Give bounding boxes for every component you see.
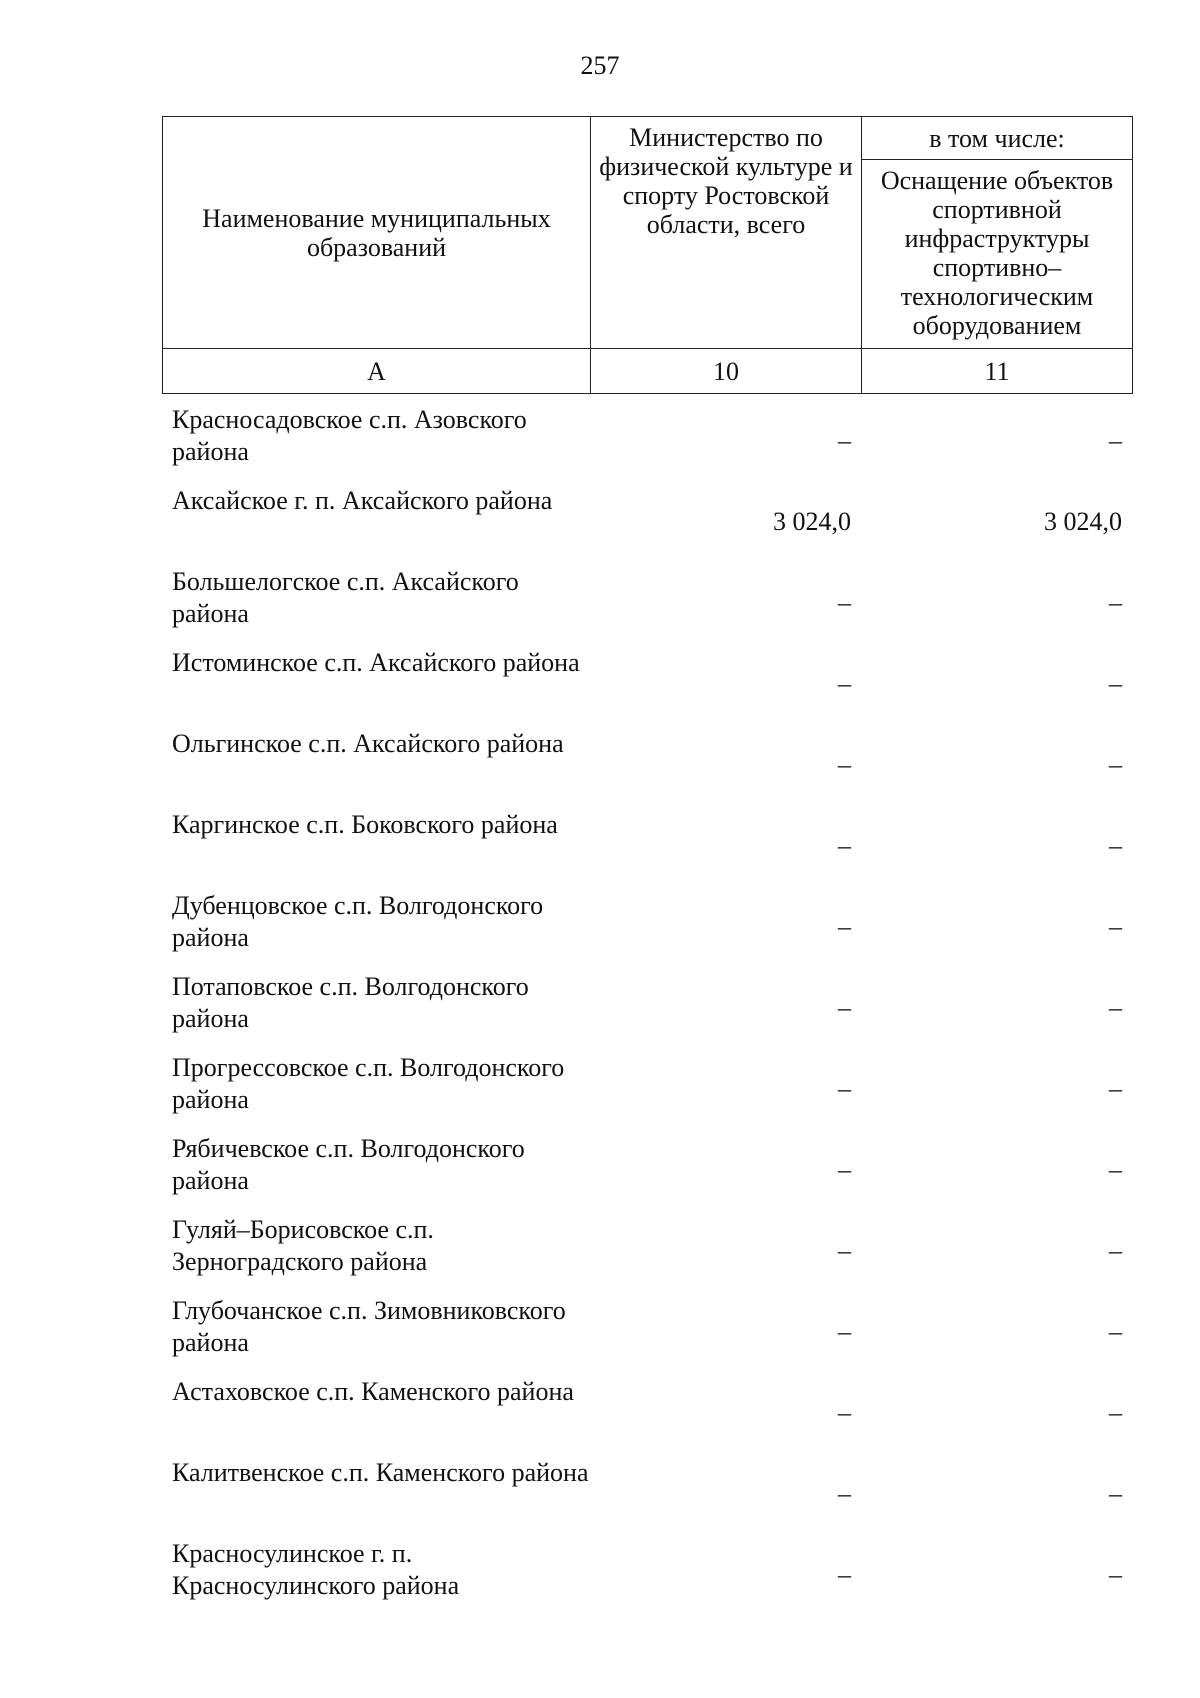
ministry-total-cell: – xyxy=(838,992,851,1022)
table-row xyxy=(162,1453,1132,1534)
table-row xyxy=(162,1210,1132,1291)
table-row xyxy=(162,1534,1132,1615)
ministry-total-cell: – xyxy=(838,587,851,617)
equipment-cell: – xyxy=(1109,1559,1122,1589)
equipment-cell: – xyxy=(1109,830,1122,860)
municipality-name-cell: Рябичевское с.п. Волгодонского района xyxy=(172,1134,525,1195)
ministry-total-cell: – xyxy=(838,1559,851,1589)
table-body xyxy=(162,400,1132,1615)
ministry-total-cell: – xyxy=(838,1154,851,1184)
municipality-name-cell: Калитвенское с.п. Каменского района xyxy=(172,1458,589,1487)
ministry-total-cell: – xyxy=(838,1478,851,1508)
table-row xyxy=(162,400,1132,481)
municipality-name-cell: Аксайское г. п. Аксайского района xyxy=(172,486,553,515)
table-row xyxy=(162,1129,1132,1210)
municipality-name-cell: Каргинское с.п. Боковского района xyxy=(172,810,558,839)
ministry-total-cell: – xyxy=(838,1235,851,1265)
header-equipment: Оснащение объектов спортивной инфраструктуры спортивно–технологическим оборудованием xyxy=(862,160,1133,349)
column-number-11: 11 xyxy=(862,349,1133,394)
table-row xyxy=(162,886,1132,967)
equipment-cell: 3 024,0 xyxy=(1044,506,1122,536)
municipality-name-cell: Истоминское с.п. Аксайского района xyxy=(172,648,580,677)
ministry-total-cell: – xyxy=(838,1316,851,1346)
table-header xyxy=(162,116,1133,394)
equipment-cell: – xyxy=(1109,587,1122,617)
ministry-total-cell: – xyxy=(838,668,851,698)
municipality-name-cell: Большелогское с.п. Аксайского района xyxy=(172,567,519,628)
header-ministry-total: Министерство по физической культуре и спорту Ростовской области, всего xyxy=(591,117,862,349)
equipment-cell: – xyxy=(1109,1478,1122,1508)
table-row xyxy=(162,1291,1132,1372)
equipment-cell: – xyxy=(1109,1235,1122,1265)
equipment-cell: – xyxy=(1109,1154,1122,1184)
equipment-cell: – xyxy=(1109,992,1122,1022)
table-row xyxy=(162,1372,1132,1453)
ministry-total-cell: – xyxy=(838,425,851,455)
table-row xyxy=(162,1048,1132,1129)
data-table xyxy=(162,400,1132,1615)
ministry-total-cell: – xyxy=(838,1397,851,1427)
ministry-total-cell: – xyxy=(838,911,851,941)
equipment-cell: – xyxy=(1109,1316,1122,1346)
table-row xyxy=(162,724,1132,805)
municipality-name-cell: Прогрессовское с.п. Волгодонского района xyxy=(172,1053,565,1114)
equipment-cell: – xyxy=(1109,668,1122,698)
municipality-name-cell: Глубочанское с.п. Зимовниковского района xyxy=(172,1296,566,1357)
ministry-total-cell: – xyxy=(838,1073,851,1103)
column-number-10: 10 xyxy=(591,349,862,394)
equipment-cell: – xyxy=(1109,749,1122,779)
municipality-name-cell: Дубенцовское с.п. Волгодонского района xyxy=(172,891,544,952)
municipality-name-cell: Потаповское с.п. Волгодонского района xyxy=(172,972,529,1033)
table-row xyxy=(162,967,1132,1048)
table-row xyxy=(162,481,1132,562)
header-municipality-name: Наименование муниципальных образований xyxy=(163,117,591,349)
table-row xyxy=(162,562,1132,643)
ministry-total-cell: – xyxy=(838,749,851,779)
table-row xyxy=(162,643,1132,724)
page-number: 257 xyxy=(580,51,620,80)
municipality-name-cell: Гуляй–Борисовское с.п. Зерноградского района xyxy=(172,1215,434,1276)
equipment-cell: – xyxy=(1109,1073,1122,1103)
ministry-total-cell: – xyxy=(838,830,851,860)
equipment-cell: – xyxy=(1109,911,1122,941)
table-row xyxy=(162,805,1132,886)
municipality-name-cell: Астаховское с.п. Каменского района xyxy=(172,1377,574,1406)
municipality-name-cell: Красносулинское г. п. Красносулинского района xyxy=(172,1539,460,1600)
header-including: в том числе: xyxy=(862,117,1133,160)
column-number-a: А xyxy=(163,349,591,394)
equipment-cell: – xyxy=(1109,1397,1122,1427)
municipality-name-cell: Ольгинское с.п. Аксайского района xyxy=(172,729,564,758)
ministry-total-cell: 3 024,0 xyxy=(773,506,851,536)
municipality-name-cell: Красносадовское с.п. Азовского района xyxy=(172,405,527,466)
equipment-cell: – xyxy=(1109,425,1122,455)
